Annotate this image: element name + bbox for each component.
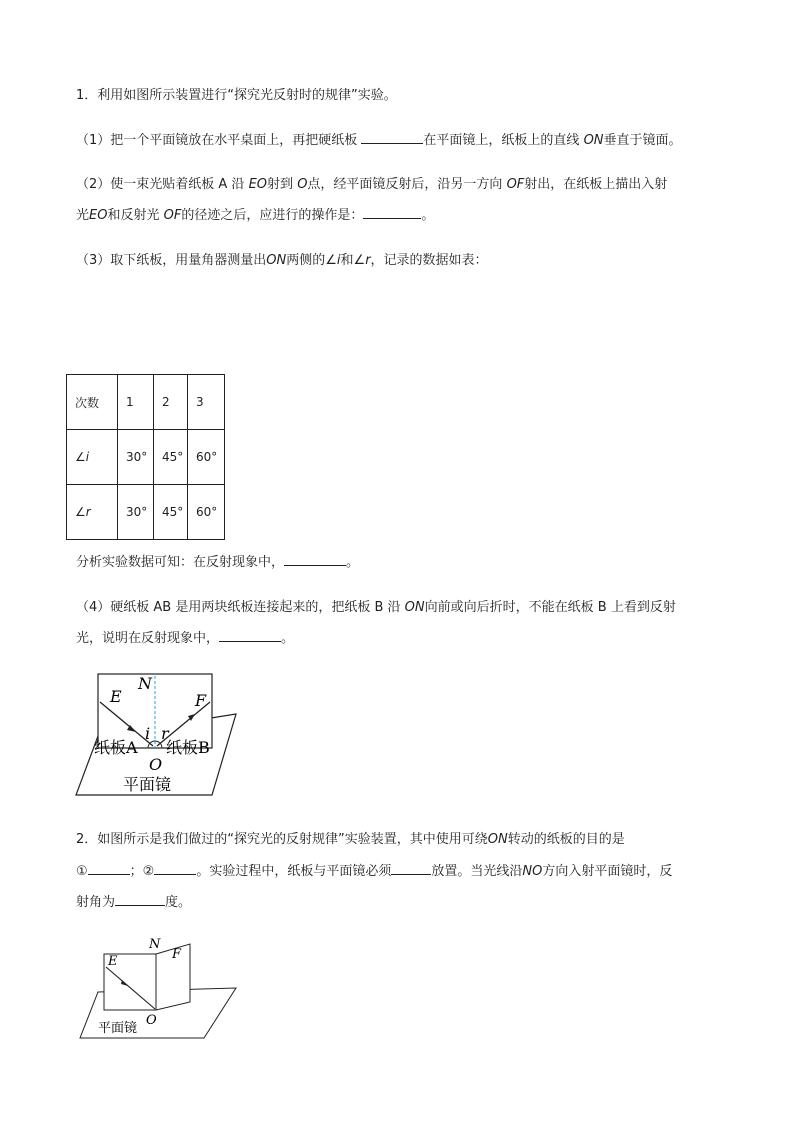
figure-2-reflection-apparatus (76, 934, 244, 1044)
q2-text-b: 转动的纸板的目的是 (507, 832, 625, 847)
label-r: r (161, 724, 169, 743)
figure-1-reflection-apparatus (70, 668, 250, 803)
angle-var-r: r (85, 505, 91, 519)
table-row (67, 485, 225, 540)
q1-p3-i: i (336, 253, 341, 268)
q1-analysis-text-a: 分析实验数据可知：在反射现象中， (76, 555, 285, 570)
q2-line1 (76, 828, 625, 847)
q1-p1-text-c: 垂直于镜面。 (603, 133, 682, 148)
table-cell (67, 485, 118, 540)
label-o: O (146, 1013, 157, 1028)
q1-analysis (76, 551, 359, 570)
table-cell (67, 430, 118, 485)
q1-p3-text-a: （3）取下纸板，用量角器测量出 (76, 253, 267, 268)
label-f: F (172, 947, 182, 962)
q1-p3-text-d: ，记录的数据如表： (370, 253, 488, 268)
q2-text-f: 射角为 (76, 895, 116, 910)
q1-p4-on: ON (404, 600, 425, 615)
q2-circled-1: ① (76, 864, 88, 879)
q1-p3-text-b: 两侧的∠ (286, 253, 337, 268)
q1-p2-of: OF (506, 177, 525, 192)
q1-p2l2-text-a: 光 (76, 208, 90, 223)
q1-p2l2-of: OF (163, 208, 182, 223)
q1-p4l2-text-b: 。 (281, 631, 295, 646)
q2-circled-2: ；② (129, 864, 155, 879)
label-board-b: 纸板B (166, 738, 210, 757)
table-cell: 3 (188, 375, 225, 430)
q2-text-e: 方向入射平面镜时，反 (542, 864, 673, 879)
angle-symbol: ∠ (75, 450, 86, 464)
q1-p2l2-eo: EO (89, 208, 108, 223)
table-cell: 30° (118, 485, 154, 540)
q1-p2-text-a: （2）使一束光贴着纸板 A 沿 (76, 177, 245, 192)
q1-p2-o: O (297, 177, 308, 192)
q1-p1-text-b: 在平面镜上，纸板上的直线 (423, 133, 580, 148)
q1-part4-line2 (76, 627, 294, 646)
q2-blank-2[interactable] (154, 862, 196, 875)
q2-text-c: 。实验过程中，纸板与平面镜必须 (196, 864, 392, 879)
q2-text-a: 2．如图所示是我们做过的“探究光的反射规律”实验装置，其中使用可绕 (76, 832, 488, 847)
q1-p2l2-text-b: 和反射光 (107, 208, 160, 223)
table-row (67, 375, 225, 430)
label-mirror: 平面镜 (123, 775, 172, 794)
q1-analysis-text-b: 。 (346, 555, 360, 570)
table-cell: 60° (188, 485, 225, 540)
q2-blank-1[interactable] (88, 862, 130, 875)
angle-symbol: ∠ (75, 505, 86, 519)
label-e: E (110, 687, 122, 706)
label-board-a: 纸板A (94, 738, 138, 757)
q1-p4l2-text-a: 光，说明在反射现象中， (76, 631, 220, 646)
data-table (66, 374, 225, 540)
q1-p2l2-text-d: 。 (421, 208, 435, 223)
q1-p2-eo: EO (248, 177, 268, 192)
table-cell: 30° (118, 430, 154, 485)
q1-analysis-blank[interactable] (284, 553, 346, 566)
table-cell: 1 (118, 375, 154, 430)
q2-blank-3[interactable] (391, 862, 431, 875)
q1-p4-blank[interactable] (219, 629, 281, 642)
q1-part2-line2 (76, 204, 434, 223)
q1-p2-text-b: 射到 (267, 177, 294, 192)
q2-text-d: 放置。当光线沿 (431, 864, 523, 879)
q1-p3-text-c: 和∠ (340, 253, 366, 268)
table-row (67, 430, 225, 485)
q1-part1 (76, 129, 682, 148)
q2-line2 (76, 860, 672, 879)
q1-p1-text-a: （1）把一个平面镜放在水平桌面上，再把硬纸板 (76, 133, 358, 148)
q2-line3 (76, 891, 191, 910)
q1-part3 (76, 249, 488, 268)
q1-p1-on: ON (583, 133, 604, 148)
q2-text-g: 度。 (165, 895, 192, 910)
q1-p2-blank[interactable] (363, 206, 421, 219)
label-mirror: 平面镜 (98, 1021, 138, 1036)
table-cell: 45° (154, 485, 188, 540)
table-cell: 45° (154, 430, 188, 485)
label-i: i (145, 724, 151, 743)
q1-p4-text-a: （4）硬纸板 AB 是用两块纸板连接起来的，把纸板 B 沿 (76, 600, 401, 615)
q1-p3-r: r (365, 253, 371, 268)
q2-on: ON (487, 832, 508, 847)
q1-p2-text-c: 点，经平面镜反射后，沿另一方向 (307, 177, 503, 192)
q1-p1-blank[interactable] (361, 131, 423, 144)
q1-part4-line1 (76, 596, 676, 615)
label-o: O (149, 755, 163, 774)
label-f: F (195, 691, 207, 710)
q2-no: NO (522, 864, 543, 879)
q1-p3-on: ON (266, 253, 287, 268)
table-cell: 次数 (67, 375, 118, 430)
q1-p4-text-b: 向前或向后折时，不能在纸板 B 上看到反射 (424, 600, 676, 615)
q1-p2l2-text-c: 的径迹之后，应进行的操作是： (181, 208, 364, 223)
table-cell: 2 (154, 375, 188, 430)
label-e: E (108, 954, 118, 969)
angle-var-i: i (85, 450, 90, 464)
table-cell: 60° (188, 430, 225, 485)
q1-part2-line1 (76, 173, 667, 192)
q2-blank-4[interactable] (115, 893, 165, 906)
q1-title: 1．利用如图所示装置进行“探究光反射时的规律”实验。 (76, 88, 397, 103)
label-n: N (138, 674, 152, 693)
label-n: N (149, 937, 161, 952)
q1-p2-text-d: 射出，在纸板上描出入射 (524, 177, 668, 192)
